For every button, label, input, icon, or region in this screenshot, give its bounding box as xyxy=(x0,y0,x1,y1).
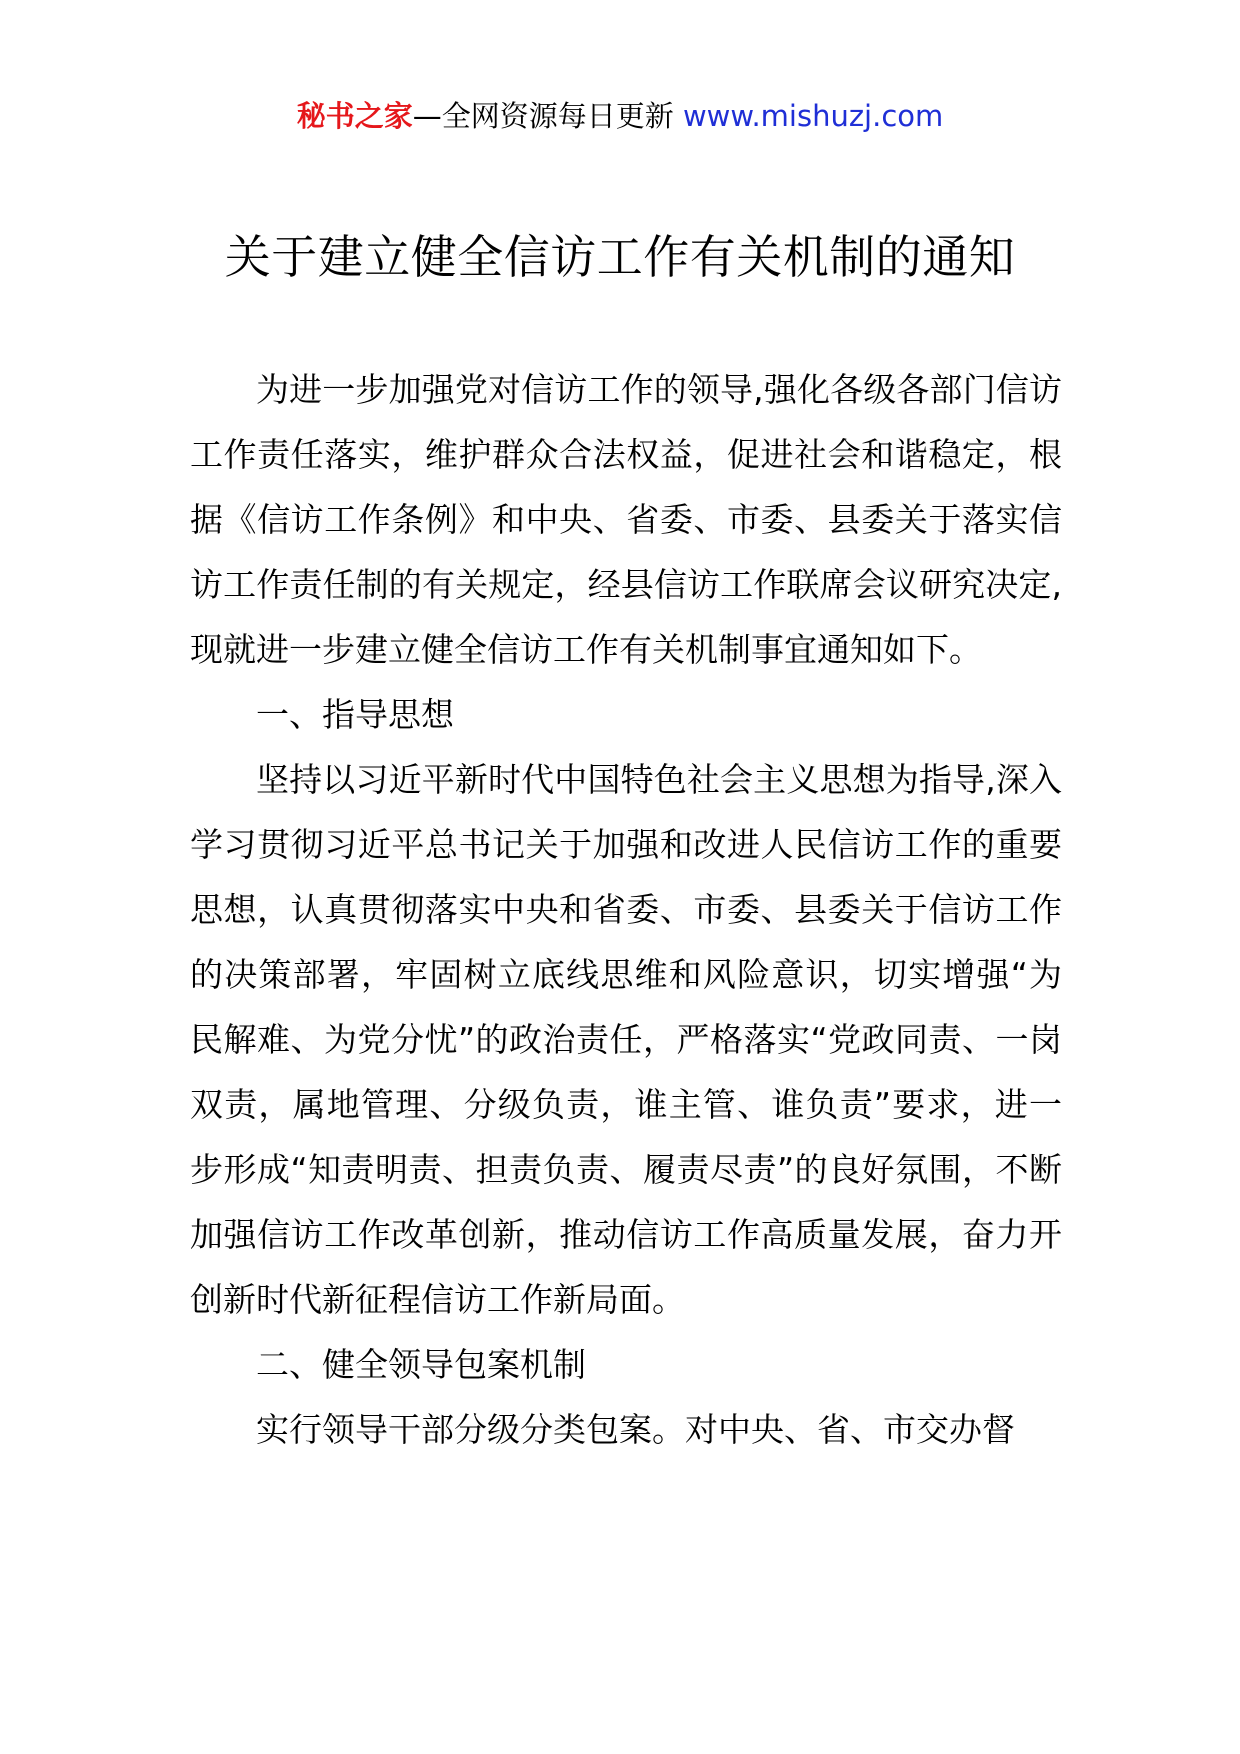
document-body xyxy=(190,357,1062,1462)
section-1-paragraph: 坚持以习近平新时代中国特色社会主义思想为指导,深入学习贯彻习近平总书记关于加强和改进人民信访工作的重要思想，认真贯彻落实中央和省委、市委、县委关于信访工作的决策部署，牢固树立底线思维和风险意识，切实增强“为民解难、为党分忧”的政治责任，严格落实“党政同责、一岗双责，属地管理、分级负责，谁主管、谁负责”要求，进一步形成“知责明责、担责负责、履责尽责”的良好氛围，不断加强信访工作改革创新，推动信访工作高质量发展，奋力开创新时代新征程信访工作新局面。 xyxy=(190,760,1062,1319)
intro-paragraph: 为进一步加强党对信访工作的领导,强化各级各部门信访工作责任落实，维护群众合法权益，促进社会和谐稳定，根据《信访工作条例》和中央、省委、市委、县委关于落实信访工作责任制的有关规定，经县信访工作联席会议研究决定,现就进一步建立健全信访工作有关机制事宜通知如下。 xyxy=(190,370,1062,669)
site-url-link[interactable]: www.mishuzj.com xyxy=(682,99,944,133)
section-2-paragraph: 实行领导干部分级分类包案。对中央、省、市交办督 xyxy=(256,1410,1015,1449)
section-heading-2: 二、健全领导包案机制 xyxy=(256,1345,586,1384)
document-title: 关于建立健全信访工作有关机制的通知 xyxy=(224,230,1016,284)
site-header xyxy=(0,96,1240,136)
header-slogan: —全网资源每日更新 xyxy=(412,99,674,133)
brand-name: 秘书之家 xyxy=(296,99,413,133)
section-heading-1: 一、指导思想 xyxy=(256,695,454,734)
